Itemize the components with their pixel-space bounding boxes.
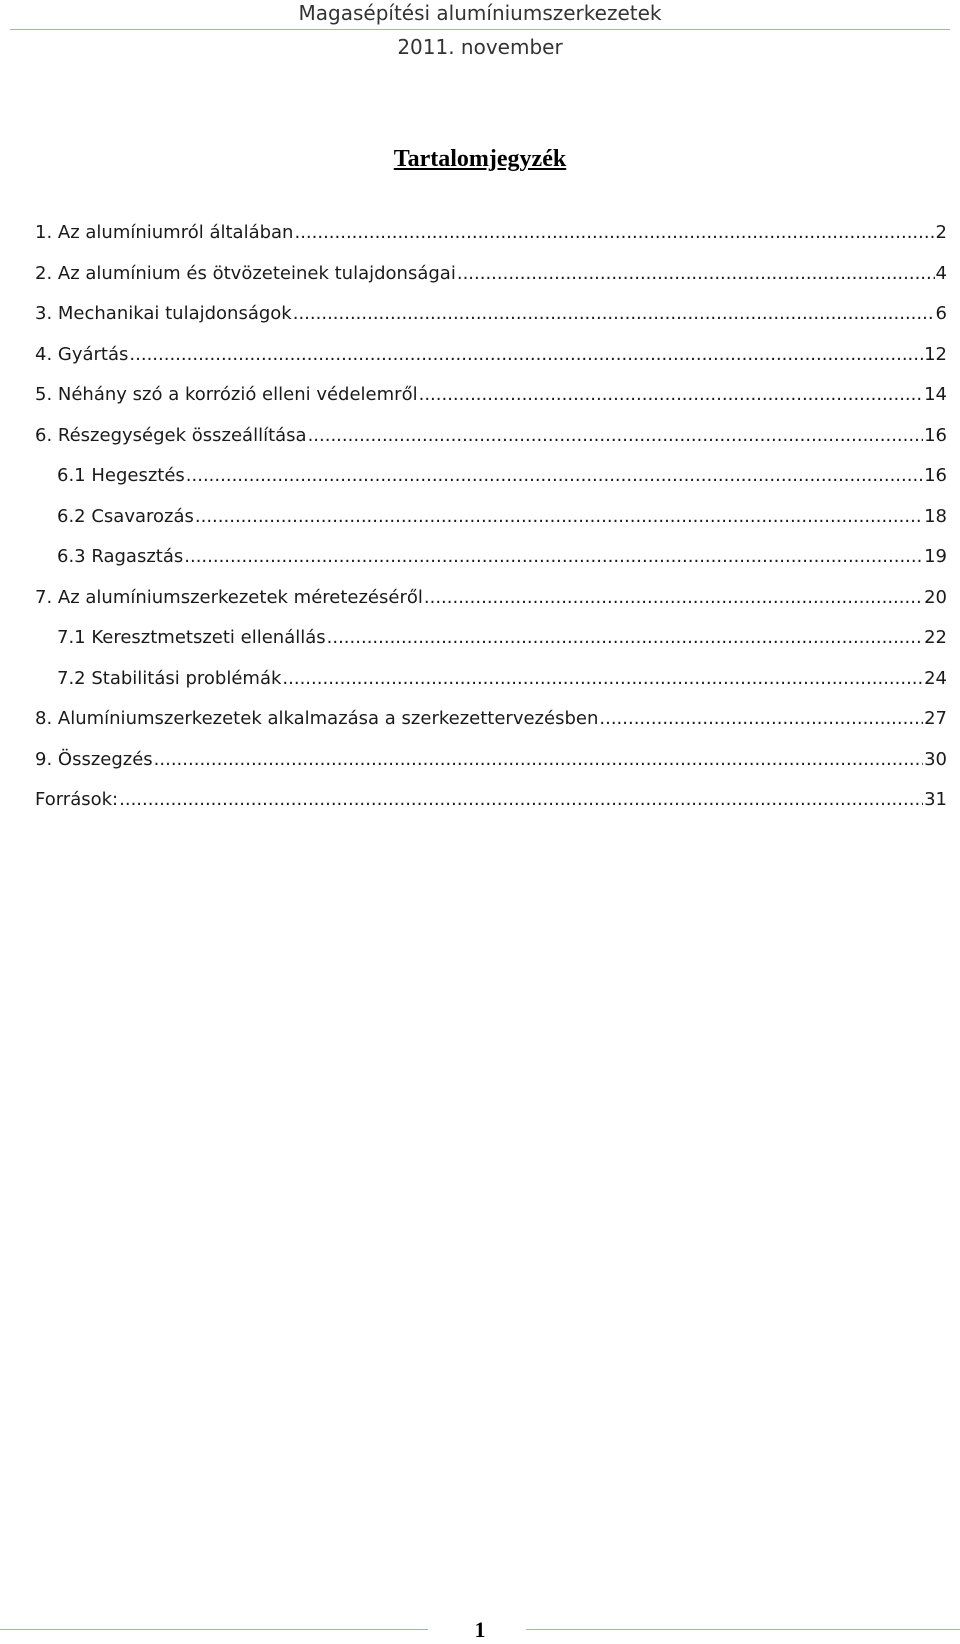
toc-subentry[interactable] [35, 664, 947, 705]
toc-dot-leader [195, 502, 923, 532]
toc-dot-leader [119, 785, 923, 815]
toc-entry-label: 4. Gyártás [35, 343, 129, 365]
toc-dot-leader [293, 299, 935, 329]
toc-dot-leader [599, 704, 923, 734]
toc-entry[interactable] [35, 704, 947, 745]
toc-dot-leader [424, 583, 923, 613]
toc-dot-leader [308, 421, 924, 451]
toc-heading: Tartalomjegyzék [393, 146, 567, 172]
toc-entry-page: 4 [935, 262, 947, 284]
toc-entry-page: 12 [924, 343, 947, 365]
toc-entry-label: 8. Alumíniumszerkezetek alkalmazása a szerkezettervezésben [35, 708, 599, 729]
toc-dot-leader [457, 259, 935, 289]
toc-subentry[interactable] [35, 461, 947, 502]
page-number: 1 [474, 1617, 486, 1642]
toc-entry[interactable] [35, 421, 947, 462]
toc-dot-leader [327, 623, 923, 653]
toc-entry-page: 18 [924, 505, 947, 527]
toc-subentry[interactable] [35, 542, 947, 583]
toc-dot-leader [154, 745, 923, 775]
toc-entry[interactable] [35, 259, 947, 300]
toc-entry-label: 7.1 Keresztmetszeti ellenállás [57, 627, 326, 648]
toc-entry-label: 7. Az alumíniumszerkezetek méretezéséről [35, 586, 423, 608]
toc-entry[interactable] [35, 745, 947, 786]
toc-entry[interactable] [35, 340, 947, 381]
toc-entry-page: 27 [924, 708, 947, 729]
toc-entry-page: 19 [924, 546, 947, 567]
toc-entry-label: 6.3 Ragasztás [57, 546, 184, 567]
toc-entry-label: 1. Az alumíniumról általában [35, 222, 294, 243]
toc-entry-page: 30 [924, 748, 947, 770]
toc-entry-label: 3. Mechanikai tulajdonságok [35, 303, 292, 324]
toc-entry-label: 6.2 Csavarozás [57, 505, 194, 527]
toc-entry-page: 20 [924, 586, 947, 608]
footer-divider-left [0, 1629, 428, 1630]
toc-entry-page: 31 [924, 789, 947, 810]
toc-entry-page: 14 [924, 384, 947, 405]
toc-entry-label: 9. Összegzés [35, 748, 153, 770]
toc-entry-page: 24 [924, 667, 947, 689]
footer-divider-right [526, 1629, 960, 1630]
toc-entry[interactable] [35, 218, 947, 259]
toc-entry-label: 5. Néhány szó a korrózió elleni védelemről [35, 384, 418, 405]
toc-subentry[interactable] [35, 623, 947, 664]
toc-entry-label: 7.2 Stabilitási problémák [57, 667, 282, 689]
toc-dot-leader [184, 542, 923, 572]
toc-entry-label: 6.1 Hegesztés [57, 465, 185, 486]
toc-entry[interactable] [35, 785, 947, 826]
toc-dot-leader [294, 218, 934, 248]
toc-entry-page: 16 [924, 465, 947, 486]
toc-entry[interactable] [35, 583, 947, 624]
toc-dot-leader [186, 461, 923, 491]
toc-dot-leader [419, 380, 924, 410]
toc-entry-label: 6. Részegységek összeállítása [35, 424, 307, 446]
toc-entry[interactable] [35, 299, 947, 340]
toc-entry-label: 2. Az alumínium és ötvözeteinek tulajdonságai [35, 262, 456, 284]
toc-entry-label: Források: [35, 789, 119, 810]
toc-subentry[interactable] [35, 502, 947, 543]
table-of-contents [35, 218, 947, 826]
header-divider [10, 29, 950, 30]
document-header-title: Magasépítési alumíniumszerkezetek [298, 1, 662, 25]
toc-entry[interactable] [35, 380, 947, 421]
toc-entry-page: 16 [924, 424, 947, 446]
document-header-date: 2011. november [397, 35, 563, 59]
toc-dot-leader [282, 664, 923, 694]
toc-entry-page: 6 [935, 303, 947, 324]
toc-entry-page: 2 [935, 222, 947, 243]
toc-entry-page: 22 [924, 627, 947, 648]
toc-dot-leader [129, 340, 923, 370]
